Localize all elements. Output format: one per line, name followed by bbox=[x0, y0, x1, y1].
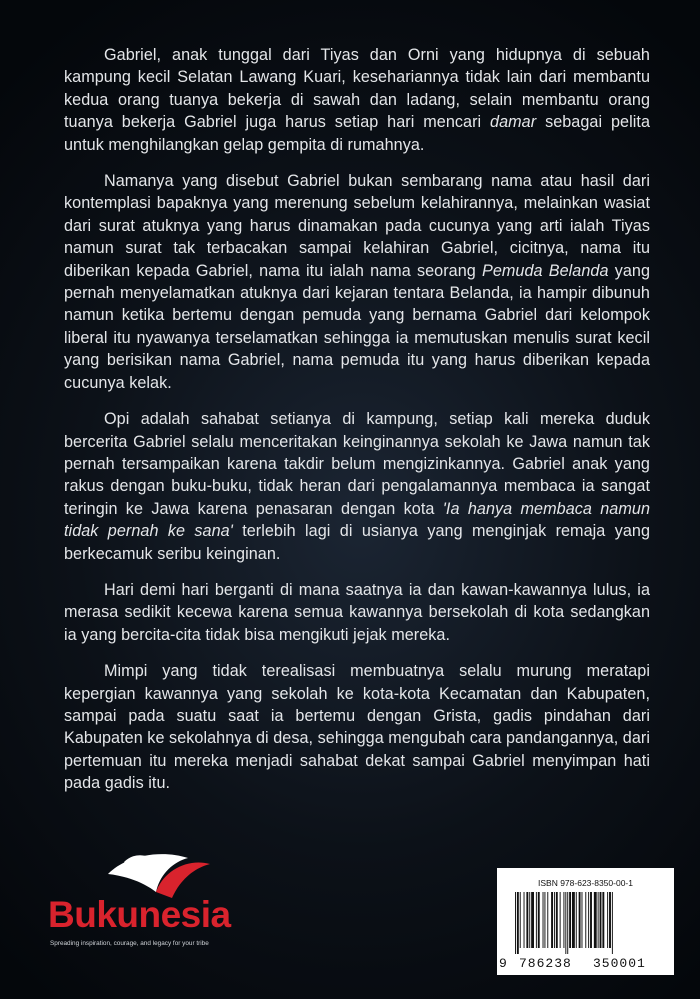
barcode-left-digits: 786238 bbox=[519, 956, 572, 971]
barcode-bar bbox=[602, 892, 604, 948]
isbn-label: ISBN 978-623-8350-00-1 bbox=[538, 878, 633, 888]
barcode-bar bbox=[554, 892, 555, 948]
barcode-bar bbox=[524, 892, 525, 948]
barcode-bar bbox=[585, 892, 586, 948]
synopsis-paragraph-2: Namanya yang disebut Gabriel bukan sembarang nama atau hasil dari kontemplasi bapaknya yang merenung sebelum kelahirannya, melainkan wasiat dari surat atuknya yang harus dinamakan pada cucunya yang arti ialah Tiyas namun surat tak terbacakan sampai kelahiran Gabriel, cicitnya, nama itu diberikan kepada Gabriel, nama itu ialah nama seorang Pemuda Belanda yang pernah menyelamatkan atuknya dari kejaran tentara Belanda, ia hampir dibunuh namun ketika bertemu dengan pemuda yang bernama Gabriel dari kelompok liberal itu nyawanya terselamatkan sehingga ia memutuskan menulis surat kecil yang berisikan nama Gabriel, nama pemuda itu yang harus diberikan kepada cucunya kelak. bbox=[64, 172, 650, 392]
barcode-bar bbox=[543, 892, 544, 948]
barcode-bar bbox=[588, 892, 589, 948]
barcode-bar bbox=[594, 892, 597, 948]
barcode-lead-digit: 9 bbox=[499, 956, 508, 971]
barcode-bar bbox=[551, 892, 553, 948]
barcode-bar bbox=[563, 892, 564, 948]
barcode-bar bbox=[598, 892, 599, 948]
barcode-bar bbox=[531, 892, 534, 948]
barcode-bar bbox=[567, 892, 568, 954]
barcode-bar bbox=[609, 892, 611, 948]
barcode-bar bbox=[612, 892, 613, 954]
barcode-bar bbox=[607, 892, 608, 948]
barcode-bar bbox=[526, 892, 528, 948]
synopsis-text bbox=[64, 44, 650, 809]
barcode-bars bbox=[507, 892, 664, 956]
barcode-bar bbox=[560, 892, 561, 948]
barcode-bar bbox=[569, 892, 571, 948]
barcode-bar bbox=[538, 892, 540, 948]
isbn-barcode bbox=[497, 868, 674, 975]
publisher-logo bbox=[38, 852, 231, 962]
synopsis-paragraph-5: Mimpi yang tidak terealisasi membuatnya selalu murung meratapi kepergian kawannya yang sekolah ke kota-kota Kecamatan dan Kabupaten, sampai pada suatu saat ia bertemu dengan Grista, gadis pindahan dari Kabupaten ke sekolahnya di desa, sehingga mengubah cara pandangannya, dari pertemuan itu mereka menjadi sahabat dekat sampai Gabriel menyimpan hati pada gadis itu. bbox=[64, 662, 650, 793]
synopsis-paragraph-1: Gabriel, anak tunggal dari Tiyas dan Orni yang hidupnya di sebuah kampung kecil Selatan Lawang Kuari, kesehariannya tidak lain dari membantu kedua orang tuanya bekerja di sawah dan ladang, selain membantu orang tuanya bekerja Gabriel juga harus setiap hari mencari damar sebagai pelita untuk menghilangkan gelap gempita di rumahnya. bbox=[64, 46, 650, 154]
barcode-bar bbox=[515, 892, 516, 954]
barcode-bar bbox=[544, 892, 545, 948]
publisher-tagline: Spreading inspiration, courage, and legacy for your tribe bbox=[50, 940, 209, 947]
synopsis-paragraph-4: Hari demi hari berganti di mana saatnya ia dan kawan-kawannya lulus, ia merasa sedikit kecewa karena semua kawannya bersekolah di kota sedangkan ia yang bercita-cita tidak bisa mengikuti jejak mereka. bbox=[64, 580, 650, 644]
barcode-bar bbox=[517, 892, 519, 954]
barcode-bar bbox=[572, 892, 575, 948]
barcode-bar bbox=[582, 892, 583, 948]
barcode-bar bbox=[536, 892, 537, 948]
barcode-bar bbox=[520, 892, 521, 948]
synopsis-paragraph-3: Opi adalah sahabat setianya di kampung, setiap kali mereka duduk bercerita Gabriel selalu menceritakan keinginannya sekolah ke Jawa namun tak pernah tersampaikan karena takdir belum mengizinkannya. Gabriel anak yang rakus dengan buku-buku, tidak heran dari pengalamannya membaca ia sangat teringin ke Jawa karena penasaran dengan kota 'Ia hanya membaca namun tidak pernah ke sana' terlebih lagi di usianya yang menginjak remaja yang berkecamuk seribu keinginan. bbox=[64, 410, 651, 563]
barcode-bar bbox=[576, 892, 577, 948]
publisher-name: Bukunesia bbox=[48, 894, 231, 935]
italic-quote: 'Ia hanya membaca namun tidak pernah ke sana' bbox=[64, 499, 651, 541]
barcode-bar bbox=[590, 892, 592, 948]
barcode-bar bbox=[547, 892, 548, 948]
italic-term: Pemuda Belanda bbox=[481, 261, 609, 280]
barcode-bar bbox=[565, 892, 566, 954]
italic-term: damar bbox=[490, 113, 537, 132]
barcode-bar bbox=[579, 892, 581, 948]
barcode-bar bbox=[556, 892, 558, 948]
barcode-bar bbox=[600, 892, 602, 948]
barcode-bar bbox=[529, 892, 530, 948]
barcode-right-digits: 350001 bbox=[593, 956, 646, 971]
